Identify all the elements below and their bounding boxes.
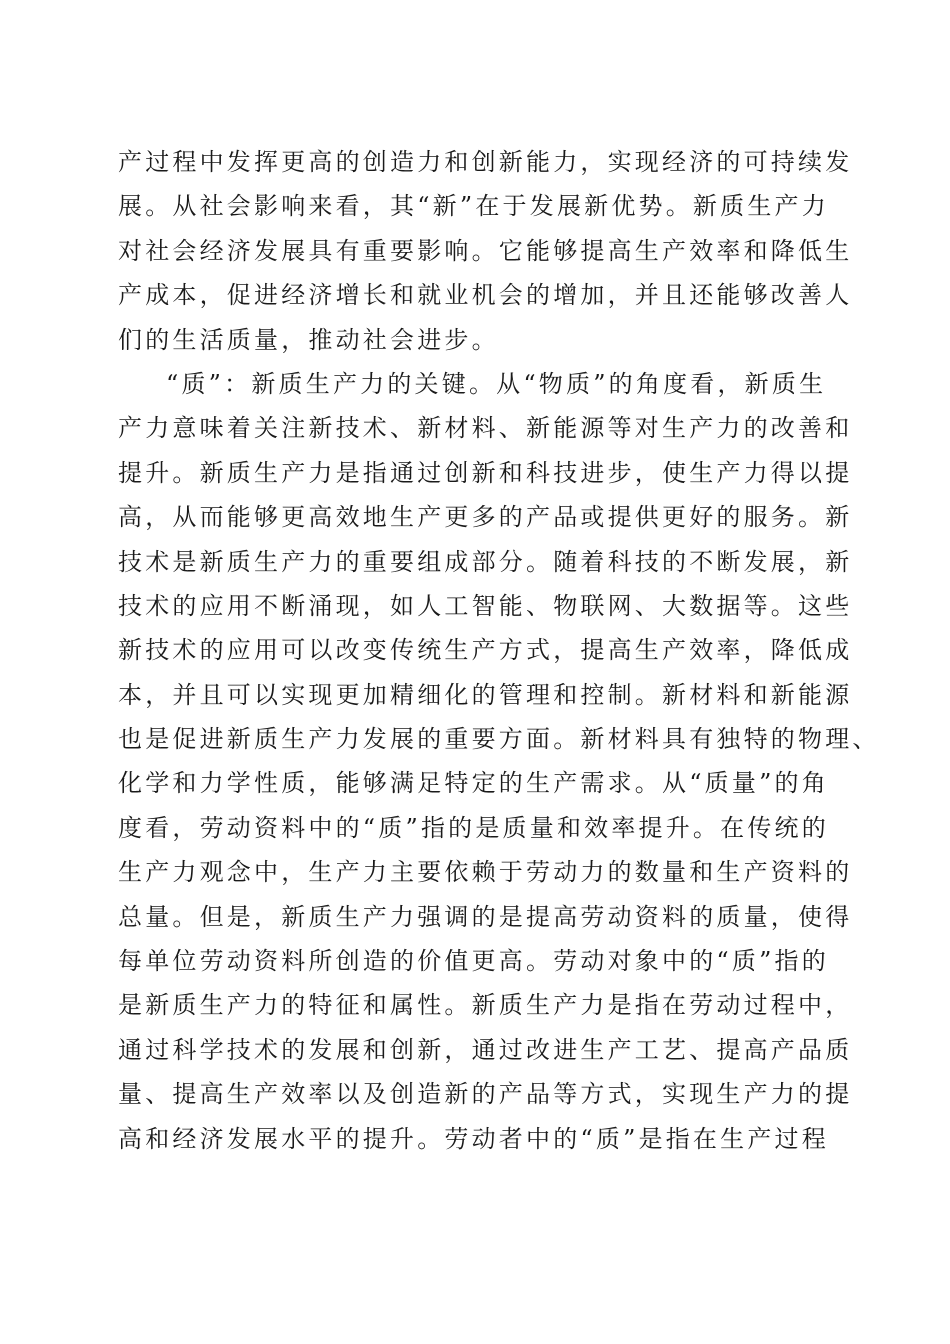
text-line: 技术是新质生产力的重要组成部分。随着科技的不断发展，新	[118, 547, 853, 576]
text-line: 度看，劳动资料中的“质”指的是质量和效率提升。在传统的	[118, 813, 829, 842]
text-line: 生产力观念中，生产力主要依赖于劳动力的数量和生产资料的	[118, 858, 853, 887]
text-line: 展。从社会影响来看，其“新”在于发展新优势。新质生产力	[118, 192, 829, 221]
text-line: 产成本，促进经济增长和就业机会的增加，并且还能够改善人	[118, 281, 853, 310]
text-line: 量、提高生产效率以及创造新的产品等方式，实现生产力的提	[118, 1080, 853, 1109]
text-line: 们的生活质量，推动社会进步。	[118, 325, 499, 354]
text-line: 技术的应用不断涌现，如人工智能、物联网、大数据等。这些	[118, 591, 853, 620]
text-line: “质”：新质生产力的关键。从“物质”的角度看，新质生	[166, 369, 827, 398]
text-line: 通过科学技术的发展和创新，通过改进生产工艺、提高产品质	[118, 1035, 853, 1064]
text-line: 是新质生产力的特征和属性。新质生产力是指在劳动过程中，	[118, 991, 853, 1020]
text-line: 也是促进新质生产力发展的重要方面。新材料具有独特的物理、	[118, 725, 880, 754]
text-line: 新技术的应用可以改变传统生产方式，提高生产效率，降低成	[118, 636, 853, 665]
document-body	[118, 140, 880, 1161]
text-line: 总量。但是，新质生产力强调的是提高劳动资料的质量，使得	[118, 902, 853, 931]
text-line: 高和经济发展水平的提升。劳动者中的“质”是指在生产过程	[118, 1124, 829, 1153]
text-line: 产过程中发挥更高的创造力和创新能力，实现经济的可持续发	[118, 148, 853, 176]
text-line: 对社会经济发展具有重要影响。它能够提高生产效率和降低生	[118, 236, 853, 265]
text-line: 高，从而能够更高效地生产更多的产品或提供更好的服务。新	[118, 503, 853, 532]
paragraph-1	[118, 140, 853, 362]
text-line: 本，并且可以实现更加精细化的管理和控制。新材料和新能源	[118, 680, 853, 709]
paragraph-2	[118, 362, 880, 1161]
text-line: 提升。新质生产力是指通过创新和科技进步，使生产力得以提	[118, 458, 853, 487]
text-line: 每单位劳动资料所创造的价值更高。劳动对象中的“质”指的	[118, 947, 829, 976]
text-line: 化学和力学性质，能够满足特定的生产需求。从“质量”的角	[118, 769, 829, 798]
text-line: 产力意味着关注新技术、新材料、新能源等对生产力的改善和	[118, 414, 853, 443]
